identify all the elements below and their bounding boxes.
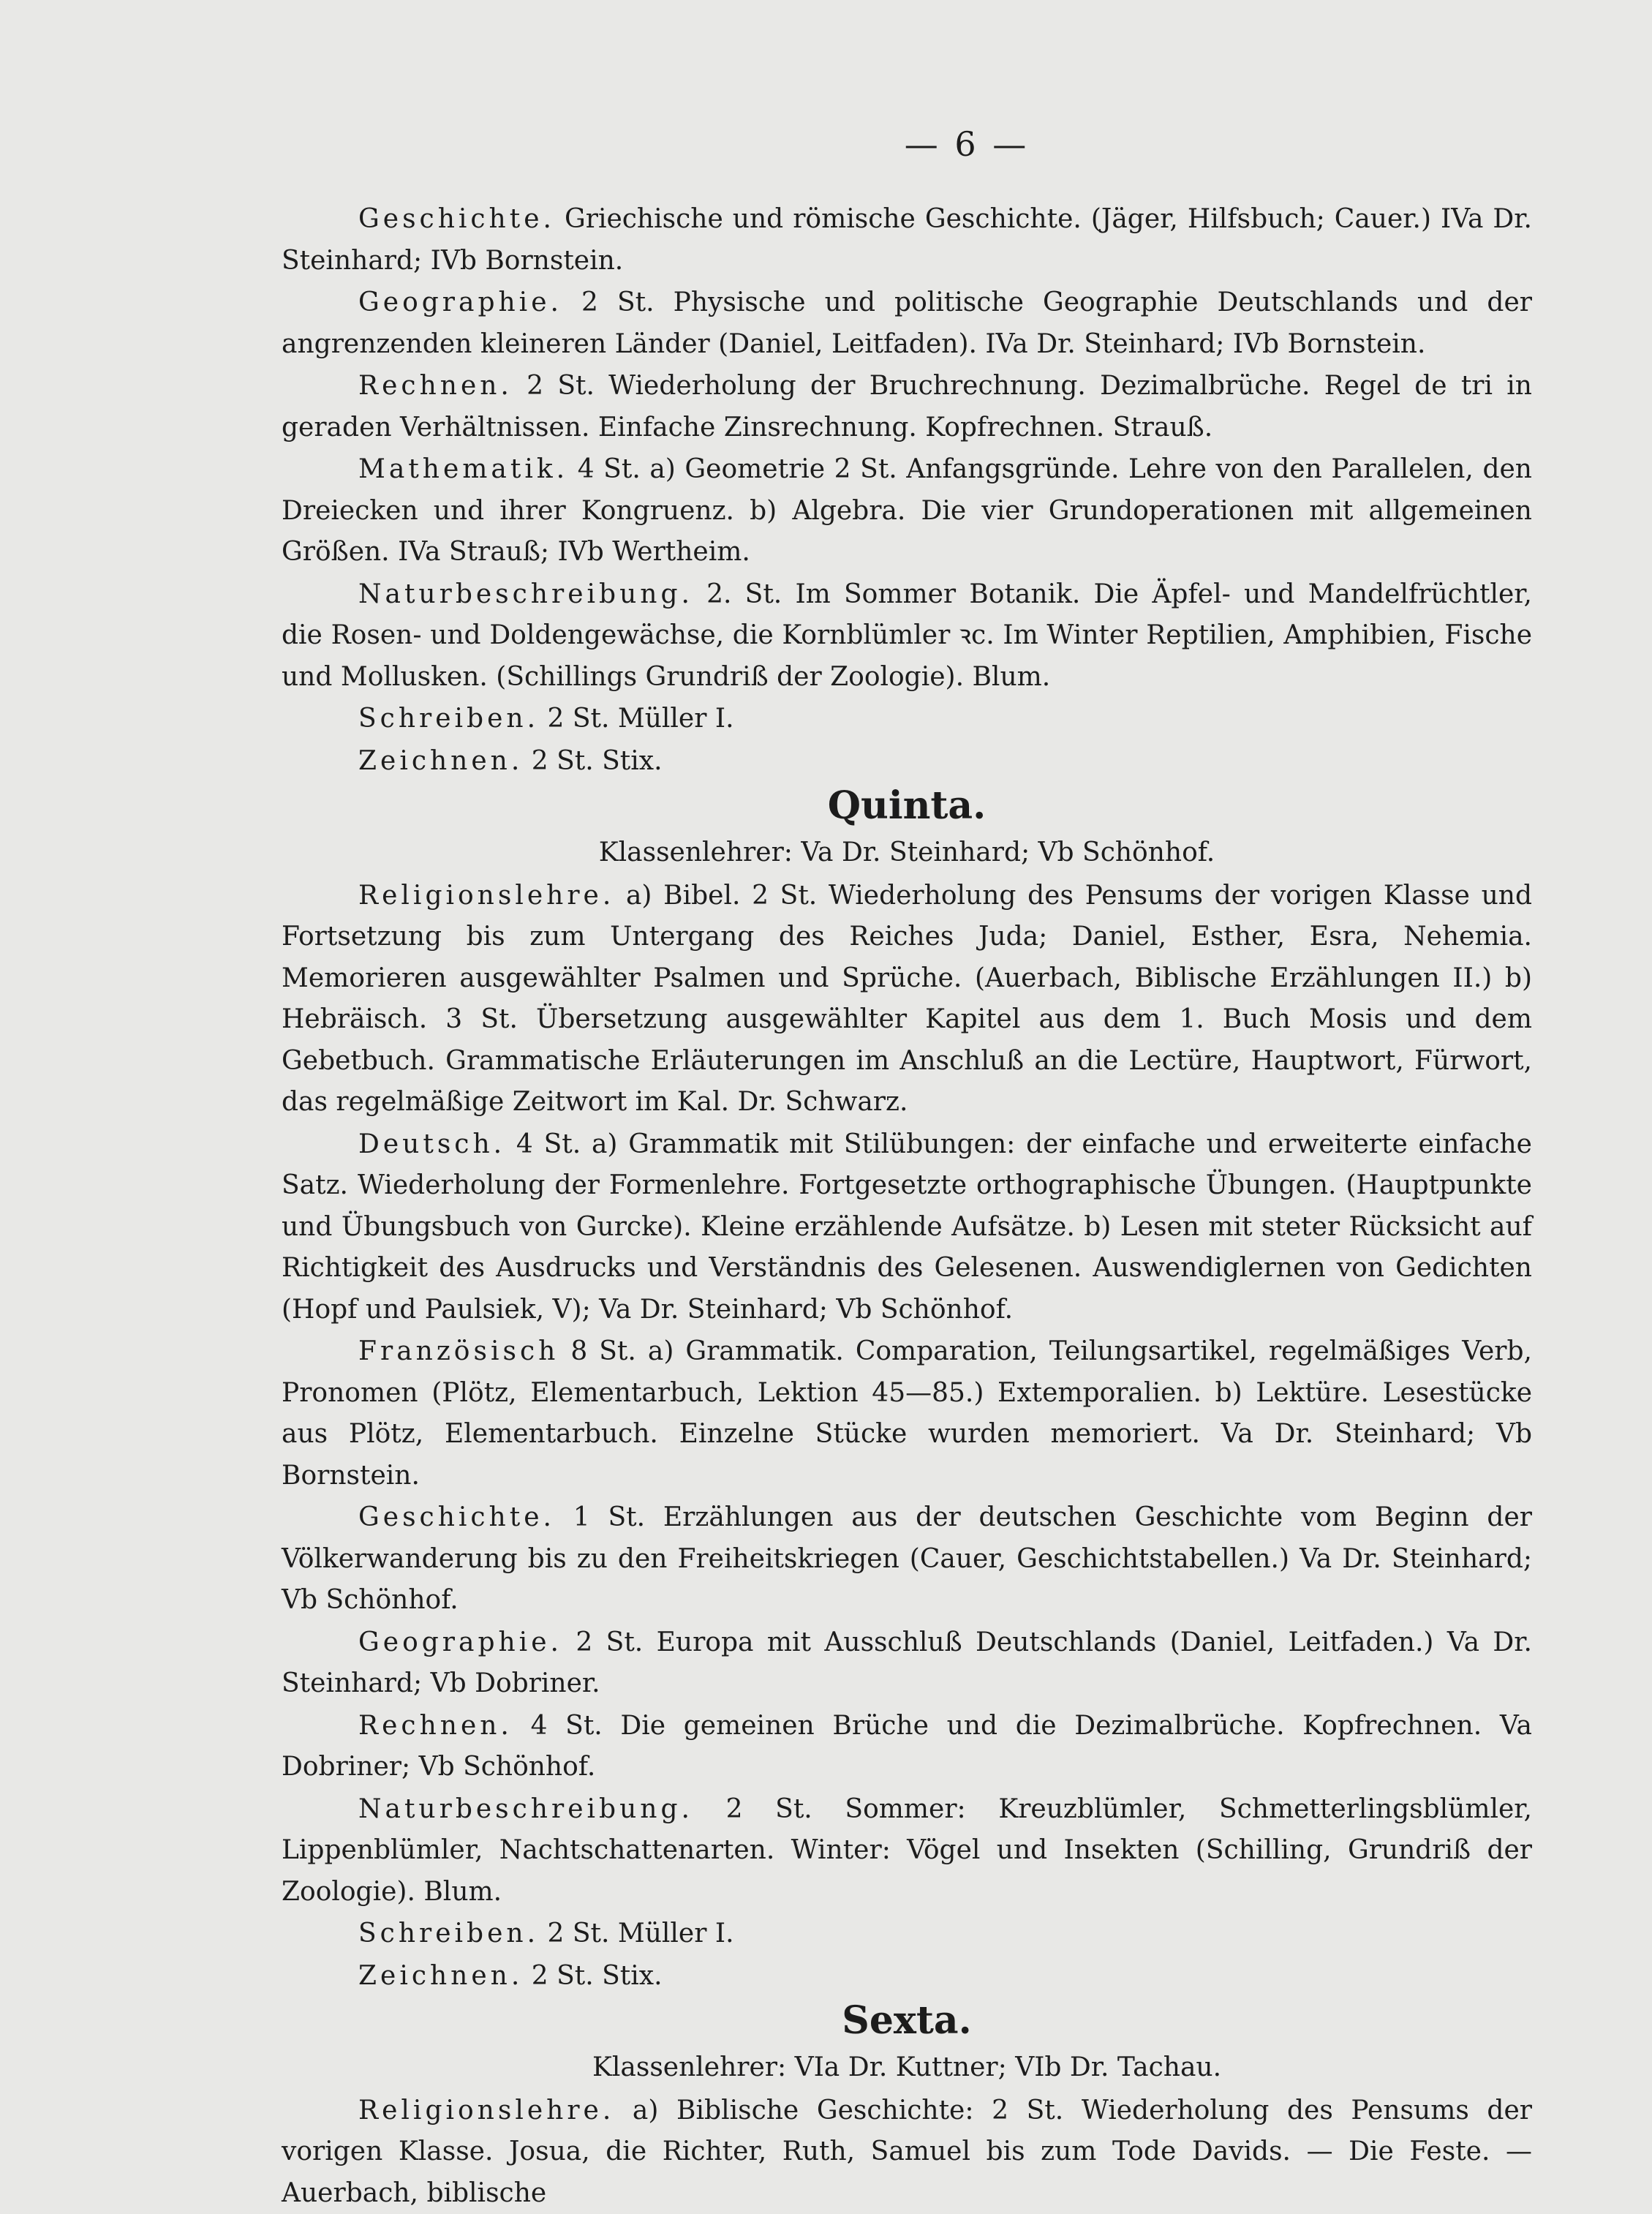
subject-label: Rechnen. [358,371,513,401]
paragraph-text: 2 St. Müller I. [547,1919,733,1948]
paragraph-text: 2 St. Sommer: Kreuzblümler, Schmetterlingsblümler, Lippenblümler, Nachtschattenarten. Winter: Vögel und Insekten (Schilling, Grundriß der Zoologie). Blum. [282,1794,1532,1907]
subject-label: Geschichte. [358,204,555,234]
paragraph-rechnen-quarta [282,366,1532,448]
paragraph-schreiben-quarta [282,699,1532,740]
paragraph-geographie-quarta [282,282,1532,365]
paragraph-naturbeschreibung-quarta [282,574,1532,699]
paragraph-text: 2 St. Physische und politische Geographie Deutschlands und der angrenzenden kleineren Länder (Daniel, Leitfaden). IVa Dr. Steinhard; IVb Bornstein. [282,287,1532,359]
paragraph-schreiben-quinta [282,1913,1532,1955]
subject-label: Französisch [358,1336,559,1366]
paragraph-text: 2 St. Müller I. [547,704,733,734]
paragraph-text: 2 St. Wiederholung der Bruchrechnung. Dezimalbrüche. Regel de tri in geraden Verhältnissen. Einfache Zinsrechnung. Kopfrechnen. Strauß. [282,371,1532,443]
class-teacher-sexta: Klassenlehrer: VIa Dr. Kuttner; VIb Dr. Tachau. [282,2047,1532,2089]
paragraph-religionslehre-sexta [282,2090,1532,2214]
paragraph-text: a) Bibel. 2 St. Wiederholung des Pensums der vorigen Klasse und Fortsetzung bis zum Untergang des Reiches Juda; Daniel, Esther, Esra, Nehemia. Memorieren ausgewählter Psalmen und Sprüche. (Auerbach, Biblische Erzählungen II.) b) Hebräisch. 3 St. Übersetzung ausgewählter Kapitel aus dem 1. Buch Mosis und dem Gebetbuch. Grammatische Erläuterungen im Anschluß an die Lectüre, Hauptwort, Fürwort, das regelmäßige Zeitwort im Kal. Dr. Schwarz. [282,881,1532,1118]
subject-label: Zeichnen. [358,1961,523,1991]
paragraph-text: a) Biblische Geschichte: 2 St. Wiederholung des Pensums der vorigen Klasse. Josua, die Richter, Ruth, Samuel bis zum Tode Davids. — Die Feste. — Auerbach, biblische [282,2096,1532,2208]
subject-label: Naturbeschreibung. [358,1794,693,1824]
paragraph-deutsch-quinta [282,1124,1532,1331]
paragraph-geographie-quinta [282,1622,1532,1705]
subject-label: Religionslehre. [358,881,614,911]
subject-label: Deutsch. [358,1129,505,1159]
subject-label: Zeichnen. [358,746,523,776]
paragraph-text: 2 St. Stix. [532,746,663,776]
paragraph-text: 2. St. Im Sommer Botanik. Die Äpfel- und Mandelfrüchtler, die Rosen- und Doldengewächse, die Kornblümler ꝛc. Im Winter Reptilien, Amphibien, Fische und Mollusken. (Schillings Grundriß der Zoologie). Blum. [282,579,1532,692]
paragraph-rechnen-quinta [282,1706,1532,1788]
section-heading-quinta: Quinta. [282,783,1532,829]
paragraph-text: 2 St. Stix. [532,1961,663,1991]
paragraph-zeichnen-quinta [282,1956,1532,1998]
subject-label: Geographie. [358,1627,562,1657]
subject-label: Religionslehre. [358,2096,614,2125]
section-heading-sexta: Sexta. [282,1998,1532,2044]
subject-label: Rechnen. [358,1711,513,1741]
paragraph-text: 4 St. a) Grammatik mit Stilübungen: der einfache und erweiterte einfache Satz. Wiederholung der Formenlehre. Fortgesetzte orthographische Übungen. (Hauptpunkte und Übungsbuch von Gurcke). Kleine erzählende Aufsätze. b) Lesen mit steter Rücksicht auf Richtigkeit des Ausdrucks und Verständnis des Gelesenen. Auswendiglernen von Gedichten (Hopf und Paulsiek, V); Va Dr. Steinhard; Vb Schönhof. [282,1129,1532,1325]
paragraph-geschichte-quinta [282,1497,1532,1622]
paragraph-text: 4 St. Die gemeinen Brüche und die Dezimalbrüche. Kopfrechnen. Va Dobriner; Vb Schönhof. [282,1711,1532,1782]
subject-label: Naturbeschreibung. [358,579,693,609]
paragraph-text: 8 St. a) Grammatik. Comparation, Teilungsartikel, regelmäßiges Verb, Pronomen (Plötz, Elementarbuch, Lektion 45—85.) Extemporalien. b) Lektüre. Lesestücke aus Plötz, Elementarbuch. Einzelne Stücke wurden memoriert. Va Dr. Steinhard; Vb Bornstein. [282,1336,1532,1491]
page-number: — 6 — [391,124,1542,164]
class-teacher-quinta: Klassenlehrer: Va Dr. Steinhard; Vb Schönhof. [282,832,1532,874]
paragraph-text: 1 St. Erzählungen aus der deutschen Geschichte vom Beginn der Völkerwanderung bis zu den Freiheitskriegen (Cauer, Geschichtstabellen.) Va Dr. Steinhard; Vb Schönhof. [282,1502,1532,1615]
subject-label: Geographie. [358,287,562,317]
subject-label: Geschichte. [358,1502,555,1532]
paragraph-text: Griechische und römische Geschichte. (Jäger, Hilfsbuch; Cauer.) IVa Dr. Steinhard; IVb Bornstein. [282,204,1532,276]
paragraph-mathematik-quarta [282,449,1532,573]
subject-label: Schreiben. [358,1919,539,1948]
paragraph-franzoesisch-quinta [282,1331,1532,1496]
paragraph-text: 2 St. Europa mit Ausschluß Deutschlands (Daniel, Leitfaden.) Va Dr. Steinhard; Vb Dobriner. [282,1627,1532,1699]
paragraph-zeichnen-quarta [282,741,1532,783]
paragraph-religionslehre-quinta [282,876,1532,1123]
subject-label: Schreiben. [358,704,539,734]
paragraph-geschichte-quarta [282,199,1532,282]
paragraph-naturbeschreibung-quinta [282,1789,1532,1913]
subject-label: Mathematik. [358,454,568,484]
paragraph-text: 4 St. a) Geometrie 2 St. Anfangsgründe. Lehre von den Parallelen, den Dreiecken und ihrer Kongruenz. b) Algebra. Die vier Grundoperationen mit allgemeinen Größen. IVa Strauß; IVb Wertheim. [282,454,1532,567]
